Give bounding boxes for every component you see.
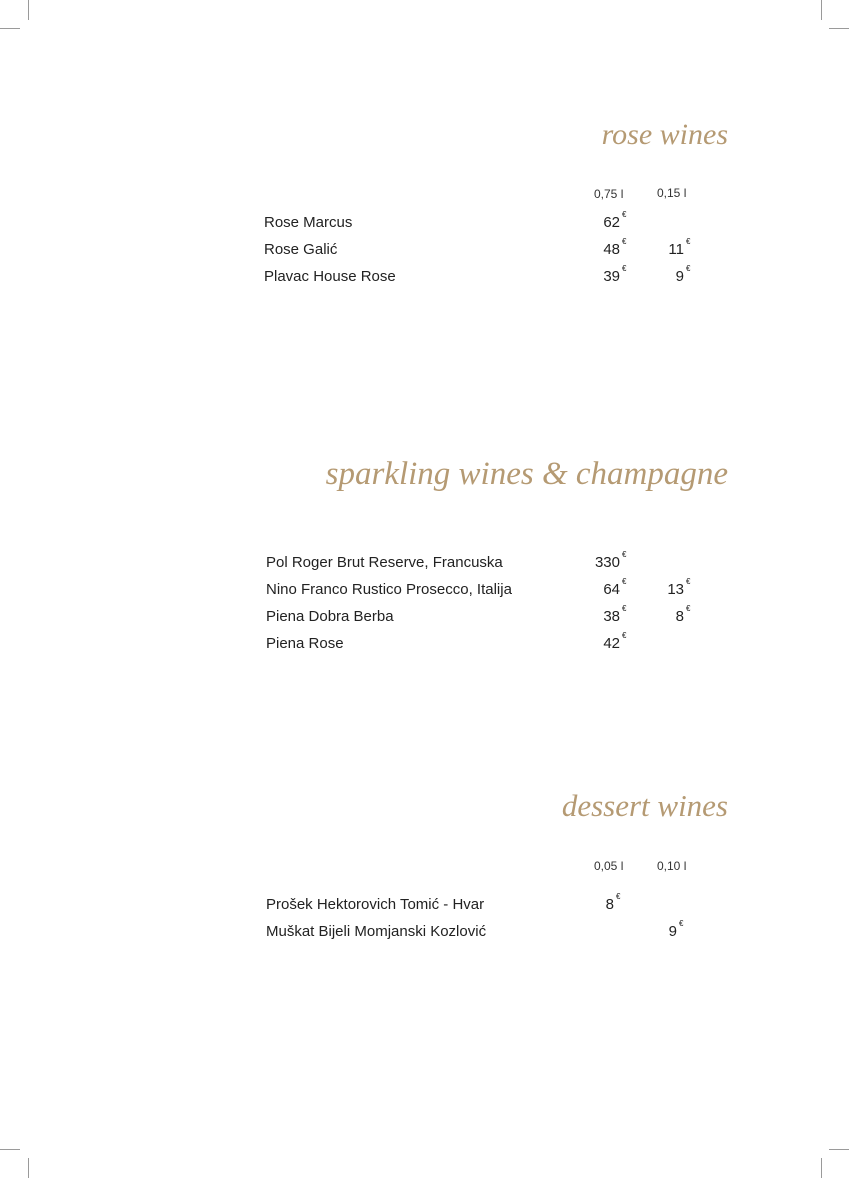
- wine-name: Muškat Bijeli Momjanski Kozlović: [266, 923, 487, 940]
- section-title: rose wines: [601, 118, 728, 151]
- column-header-bottle: 0,75 l: [594, 187, 624, 201]
- euro-icon: €: [622, 631, 627, 640]
- euro-icon: €: [622, 237, 627, 246]
- price-glass: 9: [675, 268, 684, 285]
- crop-mark: [821, 0, 822, 20]
- crop-mark: [829, 28, 849, 29]
- wine-name: Piena Rose: [266, 635, 344, 652]
- euro-icon: €: [686, 604, 691, 613]
- euro-icon: €: [679, 919, 684, 928]
- menu-item-row: [0, 550, 849, 574]
- price-glass: 8: [675, 608, 684, 625]
- crop-mark: [0, 1149, 20, 1150]
- wine-name: Plavac House Rose: [264, 268, 396, 285]
- euro-icon: €: [622, 604, 627, 613]
- price-small: 8: [605, 896, 614, 913]
- section-title: sparkling wines & champagne: [325, 456, 728, 492]
- column-header-large: 0,10 l: [657, 859, 687, 873]
- euro-icon: €: [622, 577, 627, 586]
- menu-item-row: [0, 604, 849, 628]
- price-bottle: 39: [603, 268, 620, 285]
- euro-icon: €: [622, 210, 627, 219]
- price-glass: 11: [668, 241, 684, 258]
- column-header-small: 0,05 l: [594, 859, 624, 873]
- crop-mark: [829, 1149, 849, 1150]
- wine-name: Piena Dobra Berba: [266, 608, 394, 625]
- wine-name: Rose Marcus: [264, 214, 353, 231]
- crop-mark: [28, 1158, 29, 1178]
- euro-icon: €: [686, 237, 691, 246]
- crop-mark: [821, 1158, 822, 1178]
- menu-item-row: [0, 577, 849, 601]
- menu-item-row: [0, 919, 849, 943]
- wine-name: Rose Galić: [264, 241, 338, 258]
- wine-name: Pol Roger Brut Reserve, Francuska: [266, 554, 503, 571]
- menu-item-row: [0, 210, 849, 234]
- menu-item-row: [0, 892, 849, 916]
- price-bottle: 64: [603, 581, 620, 598]
- price-bottle: 48: [603, 241, 620, 258]
- menu-item-row: [0, 264, 849, 288]
- euro-icon: €: [622, 550, 627, 559]
- euro-icon: €: [622, 264, 627, 273]
- crop-mark: [0, 28, 20, 29]
- price-large: 9: [668, 923, 677, 940]
- euro-icon: €: [616, 892, 621, 901]
- menu-item-row: [0, 631, 849, 655]
- wine-name: Prošek Hektorovich Tomić - Hvar: [266, 896, 485, 913]
- price-bottle: 62: [603, 214, 620, 231]
- price-bottle: 42: [603, 635, 620, 652]
- section-title: dessert wines: [561, 788, 728, 823]
- euro-icon: €: [686, 264, 691, 273]
- price-bottle: 38: [603, 608, 620, 625]
- column-header-glass: 0,15 l: [657, 186, 687, 200]
- price-bottle: 330: [594, 554, 620, 571]
- wine-name: Nino Franco Rustico Prosecco, Italija: [266, 581, 512, 598]
- crop-mark: [28, 0, 29, 20]
- euro-icon: €: [686, 577, 691, 586]
- price-glass: 13: [667, 581, 684, 598]
- menu-item-row: [0, 237, 849, 261]
